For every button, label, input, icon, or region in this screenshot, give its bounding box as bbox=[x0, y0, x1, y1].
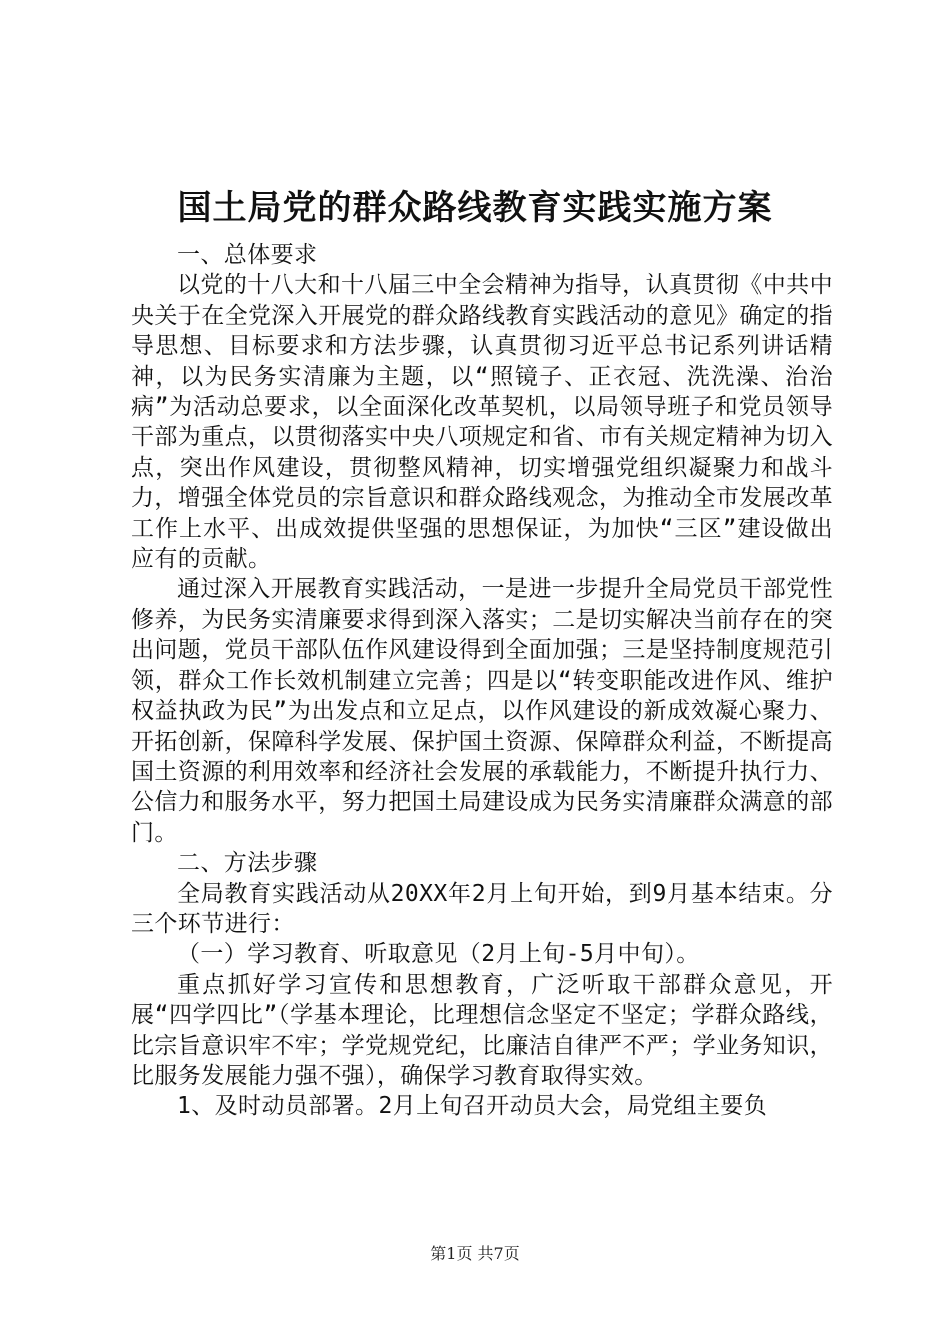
paragraph-schedule: 全局教育实践活动从20XX年2月上旬开始，到9月基本结束。分三个环节进行： bbox=[131, 880, 833, 937]
document-body bbox=[131, 240, 833, 1122]
page-number-footer: 第1页 共7页 bbox=[430, 1244, 520, 1263]
paragraph-mobilization: 1、及时动员部署。2月上旬召开动员大会，局党组主要负 bbox=[177, 1093, 768, 1120]
paragraph-study-focus: 重点抓好学习宣传和思想教育，广泛听取干部群众意见，开展“四学四比”（学基本理论，比理想信念坚定不坚定；学群众路线，比宗旨意识牢不牢；学党规党纪，比廉洁自律严不严；学业务知识，比服务发展能力强不强），确保学习教育取得实效。 bbox=[131, 971, 833, 1089]
section-heading-general-requirements: 一、总体要求 bbox=[177, 242, 318, 268]
paragraph-guiding-principles: 以党的十八大和十八届三中全会精神为指导，认真贯彻《中共中央关于在全党深入开展党的群众路线教育实践活动的意见》确定的指导思想、目标要求和方法步骤，认真贯彻习近平总书记系列讲话精神，以为民务实清廉为主题，以“照镜子、正衣冠、洗洗澡、治治病”为活动总要求，以全面深化改革契机，以局领导班子和党员领导干部为重点，以贯彻落实中央八项规定和省、市有关规定精神为切入点，突出作风建设，贯彻整风精神，切实增强党组织凝聚力和战斗力，增强全体党员的宗旨意识和群众路线观念，为推动全市发展改革工作上水平、出成效提供坚强的思想保证，为加快“三区”建设做出应有的贡献。 bbox=[131, 272, 833, 573]
paragraph-objectives: 通过深入开展教育实践活动，一是进一步提升全局党员干部党性修养，为民务实清廉要求得到深入落实；二是切实解决当前存在的突出问题，党员干部队伍作风建设得到全面加强；三是坚持制度规范引领，群众工作长效机制建立完善；四是以“转变职能改进作风、维护权益执政为民”为出发点和立足点，以作风建设的新成效凝心聚力、开拓创新，保障科学发展、保护国土资源、保障群众利益，不断提高国土资源的利用效率和经济社会发展的承载能力，不断提升执行力、公信力和服务水平，努力把国土局建设成为民务实清廉群众满意的部门。 bbox=[131, 576, 833, 846]
subsection-heading-study-education: （一）学习教育、听取意见（2月上旬-5月中旬）。 bbox=[177, 941, 700, 968]
document-title: 国土局党的群众路线教育实践实施方案 bbox=[177, 188, 773, 228]
section-heading-methods-steps: 二、方法步骤 bbox=[177, 850, 318, 877]
